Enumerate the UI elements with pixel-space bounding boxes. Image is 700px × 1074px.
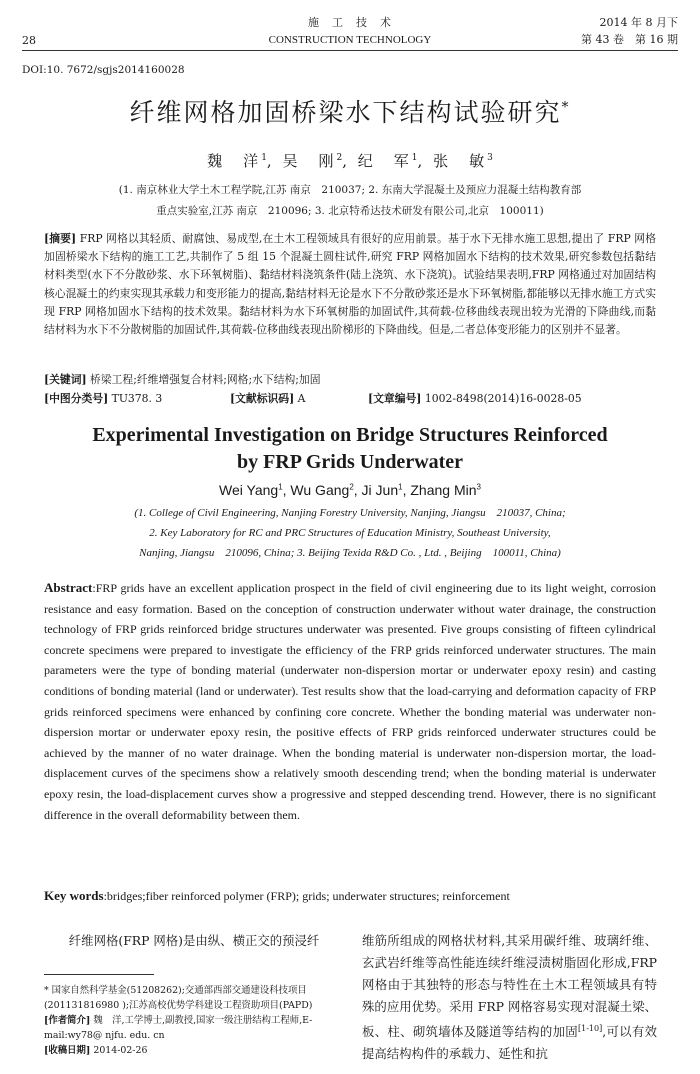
author-en: Wu Gang — [290, 482, 350, 498]
abstract-en — [44, 578, 656, 825]
author-sup: 1 — [278, 482, 283, 492]
author-sup: 3 — [476, 482, 481, 492]
author-sup: 1 — [411, 153, 418, 163]
author-note-text: 魏 洋,工学博士,副教授,国家一级注册结构工程师,E-mail:wy78@ njfu. edu. cn — [44, 1015, 313, 1041]
keywords-cn — [44, 371, 656, 389]
abstract-en-text: :FRP grids have an excellent application prospect in the field of civil engineering due to its light weight, corrosion resistance and easy formation. Based on the conception of construction underwater without water drainage, the construction technology of FRP grids reinforced bridge structures underwater was presented. Five groups consisting of fifteen cylindrical concrete specimens were prepared to investigate the efficiency of the FRP grids reinforced underwater structures. The main parameters were the type of bonding material (underwater non-dispersion mortar or underwater epoxy resin) and casting conditions of bonding material (land or underwater). Test results show that the load-carrying and deformation capacity of FRP grids reinforced specimens were enhanced by confining core concrete. Whether the bonding material was underwater non-dispersion mortar or underwater epoxy resin, the positive effects of FRP grids reinforced underwater structures could be achieved by the manner of no water drainage. When the bonding material is underwater non-dispersion mortar, the load-displacement curves of the specimens show a relatively smooth descending trend; when the bonding material is underwater epoxy resin, the load-displacement curves show a progressive and stepped descending trend. However, there is no significant difference in the overall deformability between them. — [44, 581, 656, 822]
received-value: 2014-02-26 — [90, 1045, 148, 1056]
doc-label: [文献标识码] — [230, 392, 295, 405]
author-cn: 纪 军 — [357, 152, 412, 170]
abstract-cn — [44, 230, 656, 339]
footnote-rule — [44, 974, 154, 975]
journal-name-cn: 施 工 技 术 — [308, 16, 392, 29]
article-field — [368, 392, 582, 405]
article-value: 1002-8498(2014)16-0028-05 — [421, 392, 582, 405]
keywords-en — [44, 888, 656, 904]
received-label: [收稿日期] — [44, 1045, 91, 1056]
classification-row — [44, 390, 656, 408]
keywords-cn-label: [关键词] — [44, 373, 87, 386]
footnotes — [44, 983, 340, 1058]
issue-date: 2014 年 8 月下 — [599, 16, 678, 29]
author-note — [44, 1013, 340, 1043]
abstract-cn-label: [摘要] — [44, 232, 77, 245]
clc-label: [中图分类号] — [44, 392, 109, 405]
affiliation-en-line: (1. College of Civil Engineering, Nanjing Forestry University, Nanjing, Jiangsu 210037, China; — [134, 507, 566, 519]
body-right-tail: ,可以有效提高结构构件的承载力、延性和抗 — [362, 1024, 657, 1062]
author-en: Wei Yang — [219, 482, 279, 498]
body-left-column: 纤维网格(FRP 网格)是由纵、横正交的预浸纤 — [68, 933, 320, 948]
affiliation-en-line: 2. Key Laboratory for RC and PRC Structures of Education Ministry, Southeast University, — [149, 527, 551, 539]
clc-field — [44, 390, 230, 408]
body-right-text: 维筋所组成的网格状材料,其采用碳纤维、玻璃纤维、玄武岩纤维等高性能连续纤维浸渍树脂固化形成,FRP 网格由于其独特的形态与特性在土木工程领域具有特殊的应用优势。采用 FRP 网格容易实现对混凝土梁、板、柱、砌筑墙体及隧道等结构的加固 — [362, 933, 657, 1040]
author-cn: 吴 刚 — [282, 152, 337, 170]
title-en — [0, 422, 700, 476]
author-sup: 2 — [349, 482, 354, 492]
author-sup: 2 — [336, 153, 343, 163]
fund-note: * 国家自然科学基金(51208262);交通部西部交通建设科技项目(201131816980 );江苏高校优势学科建设工程资助项目(PAPD) — [44, 985, 313, 1011]
affiliations-cn — [0, 180, 700, 222]
author-sup: 1 — [261, 153, 267, 163]
title-cn-text: 纤维网格加固桥梁水下结构试验研究 — [129, 98, 562, 127]
keywords-cn-text: 桥梁工程;纤维增强复合材料;网格;水下结构;加固 — [86, 373, 321, 386]
abstract-en-label: Abstract — [44, 580, 93, 595]
body-right-column — [362, 930, 657, 1065]
author-cn: 张 敏 — [433, 152, 488, 170]
page-number: 28 — [22, 34, 36, 47]
volume-issue: 第 43 卷 第 16 期 — [581, 33, 678, 46]
abstract-cn-text: FRP 网格以其轻质、耐腐蚀、易成型,在土木工程领域具有很好的应用前景。基于水下无排水施工思想,提出了 FRP 网格加固桥梁水下结构的施工工艺,共制作了 5 组 15 个混凝土圆柱试件,研究 FRP 网格加固水下结构的技术效果,研究参数包括黏结材料类型(水下不分散砂浆、水下环氧树脂)、黏结材料浇筑条件(陆上浇筑、水下浇筑)。试验结果表明,FRP 网格通过对加固结构核心混凝土的约束实现其承载力和变形能力的提高,黏结材料无论是水下不分散砂浆还是水下环氧树脂,都能够以无排水施工方式实现 FRP 网格加固水下结构的技术效果。黏结材料为水下环氧树脂的加固试件,其荷载-位移曲线表现出较为光滑的下降曲线,而黏结材料为水下不分散树脂的加固试件,其荷载-位移曲线表现出阶梯形的下降曲线。但是,二者总体变形能力的区别并不显著。 — [44, 232, 657, 337]
author-sup: 3 — [487, 153, 493, 163]
author-en: Zhang Min — [410, 482, 477, 498]
author-sup: 1 — [398, 482, 403, 492]
journal-name-en: CONSTRUCTION TECHNOLOGY — [268, 34, 432, 46]
affiliation-cn-line: (1. 南京林业大学土木工程学院,江苏 南京 210037; 2. 东南大学混凝土及预应力混凝土结构教育部 — [118, 184, 582, 196]
title-en-line: by FRP Grids Underwater — [236, 451, 464, 473]
doi: DOI:10. 7672/sgjs2014160028 — [22, 64, 185, 76]
header-rule — [22, 50, 678, 51]
authors-en: Wei Yang$^1$, Wu Gang$^2$, Ji Jun$^1$, Zhang Min$^3$ — [219, 482, 481, 498]
received-note — [44, 1043, 340, 1058]
title-cn — [0, 93, 700, 129]
doc-value: A — [294, 392, 306, 405]
author-cn: 魏 洋 — [207, 152, 262, 170]
keywords-en-text: :bridges;fiber reinforced polymer (FRP); grids; underwater structures; reinforcement — [103, 889, 510, 903]
affiliation-cn-line: 重点实验室,江苏 南京 210096; 3. 北京特希达技术研发有限公司,北京 100011) — [156, 205, 544, 217]
author-en: Ji Jun — [361, 482, 399, 498]
keywords-en-label: Key words — [44, 888, 104, 903]
article-label: [文章编号] — [368, 392, 422, 405]
affiliations-en — [0, 503, 700, 563]
author-note-label: [作者简介] — [44, 1015, 91, 1026]
title-en-line: Experimental Investigation on Bridge Structures Reinforced — [92, 424, 608, 446]
affiliation-en-line: Nanjing, Jiangsu 210096, China; 3. Beijing Texida R&D Co. , Ltd. , Beijing 100011, China) — [139, 547, 561, 559]
title-footnote-mark: * — [561, 99, 571, 116]
authors-cn: 魏 洋$^1$, 吴 刚$^2$, 纪 军$^1$, 张 敏$^3$ — [207, 152, 493, 170]
citation-ref: [1-10] — [578, 1024, 603, 1033]
clc-value: TU378. 3 — [108, 392, 163, 405]
doc-field — [230, 390, 368, 408]
